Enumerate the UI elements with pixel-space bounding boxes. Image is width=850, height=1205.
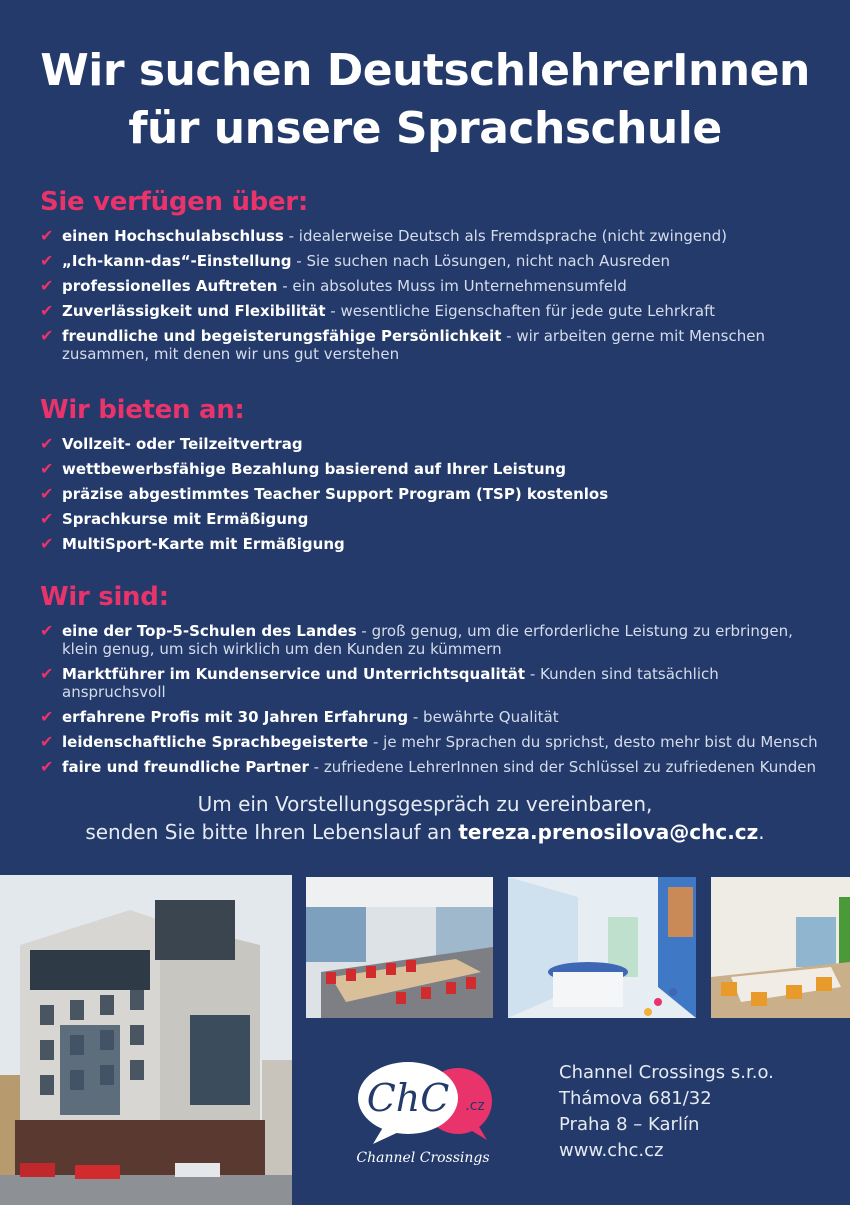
check-icon: ✔ bbox=[40, 707, 54, 726]
check-icon: ✔ bbox=[40, 434, 54, 453]
item-title: MultiSport-Karte mit Ermäßigung bbox=[62, 535, 345, 553]
item-description: - groß genug, um die erforderliche Leistung zu erbringen, klein genug, um sich wirklich um den Kunden zu kümmern bbox=[62, 622, 793, 658]
item-title: erfahrene Profis mit 30 Jahren Erfahrung bbox=[62, 708, 409, 726]
building-illustration bbox=[0, 875, 292, 1205]
list-item bbox=[40, 227, 820, 245]
logo-script: Channel Crossings bbox=[356, 1150, 490, 1166]
list-item bbox=[40, 665, 820, 701]
item-title: einen Hochschulabschluss bbox=[62, 227, 284, 245]
list-item bbox=[40, 485, 820, 503]
item-title: faire und freundliche Partner bbox=[62, 758, 309, 776]
item-description: - bewährte Qualität bbox=[408, 708, 559, 726]
list-item bbox=[40, 252, 820, 270]
check-icon: ✔ bbox=[40, 534, 54, 553]
contact-line-2-text: senden Sie bitte Ihren Lebenslauf an bbox=[85, 820, 459, 844]
list-item bbox=[40, 535, 820, 553]
company-address bbox=[559, 1060, 774, 1164]
check-icon: ✔ bbox=[40, 732, 54, 751]
section-benefits bbox=[40, 393, 820, 560]
email-link[interactable]: tereza.prenosilova@chc.cz bbox=[458, 820, 759, 844]
building-photo bbox=[0, 875, 292, 1205]
item-description: - wir arbeiten gerne mit Menschen zusammen, mit denen wir uns gut verstehen bbox=[62, 327, 765, 363]
check-icon: ✔ bbox=[40, 276, 54, 295]
classroom-illustration bbox=[306, 877, 493, 1018]
logo-tld: .cz bbox=[465, 1098, 485, 1114]
list-item bbox=[40, 277, 820, 295]
contact-line-1: Um ein Vorstellungsgespräch zu vereinbaren, bbox=[197, 792, 653, 816]
page-title bbox=[0, 42, 850, 158]
title-line-1: Wir suchen DeutschlehrerInnen bbox=[40, 45, 810, 96]
item-title: „Ich-kann-das“-Einstellung bbox=[62, 252, 292, 270]
item-title: Vollzeit- oder Teilzeitvertrag bbox=[62, 435, 303, 453]
item-title: präzise abgestimmtes Teacher Support Program (TSP) kostenlos bbox=[62, 485, 609, 503]
list-item bbox=[40, 758, 820, 776]
item-title: professionelles Auftreten bbox=[62, 277, 278, 295]
classroom-photo-3 bbox=[711, 877, 850, 1018]
logo-mark: ChC bbox=[366, 1076, 450, 1120]
check-icon: ✔ bbox=[40, 301, 54, 320]
contact-line-2 bbox=[0, 818, 850, 846]
street: Thámova 681/32 bbox=[559, 1088, 712, 1109]
list-item bbox=[40, 622, 820, 658]
item-description: - wesentliche Eigenschaften für jede gute Lehrkraft bbox=[325, 302, 716, 320]
check-icon: ✔ bbox=[40, 459, 54, 478]
contact-line-2-end: . bbox=[758, 820, 765, 844]
list-item bbox=[40, 302, 820, 320]
classroom-illustration bbox=[711, 877, 850, 1018]
item-title: leidenschaftliche Sprachbegeisterte bbox=[62, 733, 369, 751]
list-item bbox=[40, 510, 820, 528]
list-item bbox=[40, 327, 820, 363]
check-icon: ✔ bbox=[40, 509, 54, 528]
list-item bbox=[40, 733, 820, 751]
item-description: - zufriedene LehrerInnen sind der Schlüssel zu zufriedenen Kunden bbox=[308, 758, 817, 776]
check-icon: ✔ bbox=[40, 621, 54, 640]
logo-speech-bubbles-icon bbox=[355, 1058, 505, 1178]
item-title: freundliche und begeisterungsfähige Persönlichkeit bbox=[62, 327, 502, 345]
chc-logo bbox=[355, 1058, 505, 1178]
company-name: Channel Crossings s.r.o. bbox=[559, 1062, 774, 1083]
section-heading: Wir sind: bbox=[40, 582, 169, 612]
title-line-2: für unsere Sprachschule bbox=[128, 103, 722, 154]
contact-call-to-action bbox=[0, 790, 850, 846]
section-about-us bbox=[40, 580, 820, 783]
classroom-photo-1 bbox=[306, 877, 493, 1018]
website-link[interactable]: www.chc.cz bbox=[559, 1140, 664, 1161]
check-icon: ✔ bbox=[40, 484, 54, 503]
section-heading: Wir bieten an: bbox=[40, 395, 245, 425]
item-description: - je mehr Sprachen du sprichst, desto mehr bist du Mensch bbox=[368, 733, 818, 751]
list-item bbox=[40, 460, 820, 478]
section-heading: Sie verfügen über: bbox=[40, 187, 308, 217]
item-title: eine der Top-5-Schulen des Landes bbox=[62, 622, 357, 640]
item-title: wettbewerbsfähige Bezahlung basierend auf Ihrer Leistung bbox=[62, 460, 566, 478]
check-icon: ✔ bbox=[40, 251, 54, 270]
list-item bbox=[40, 708, 820, 726]
item-description: - idealerweise Deutsch als Fremdsprache (nicht zwingend) bbox=[283, 227, 727, 245]
item-description: - Sie suchen nach Lösungen, nicht nach Ausreden bbox=[291, 252, 671, 270]
item-title: Zuverlässigkeit und Flexibilität bbox=[62, 302, 326, 320]
item-description: - Kunden sind tatsächlich anspruchsvoll bbox=[62, 665, 719, 701]
item-description: - ein absolutes Muss im Unternehmensumfeld bbox=[277, 277, 627, 295]
section-qualifications bbox=[40, 185, 820, 370]
item-title: Marktführer im Kundenservice und Unterrichtsqualität bbox=[62, 665, 526, 683]
check-icon: ✔ bbox=[40, 757, 54, 776]
item-title: Sprachkurse mit Ermäßigung bbox=[62, 510, 309, 528]
reception-illustration bbox=[508, 877, 696, 1018]
check-icon: ✔ bbox=[40, 326, 54, 345]
check-icon: ✔ bbox=[40, 664, 54, 683]
city: Praha 8 – Karlín bbox=[559, 1114, 700, 1135]
check-icon: ✔ bbox=[40, 226, 54, 245]
list-item bbox=[40, 435, 820, 453]
classroom-photo-2 bbox=[508, 877, 696, 1018]
